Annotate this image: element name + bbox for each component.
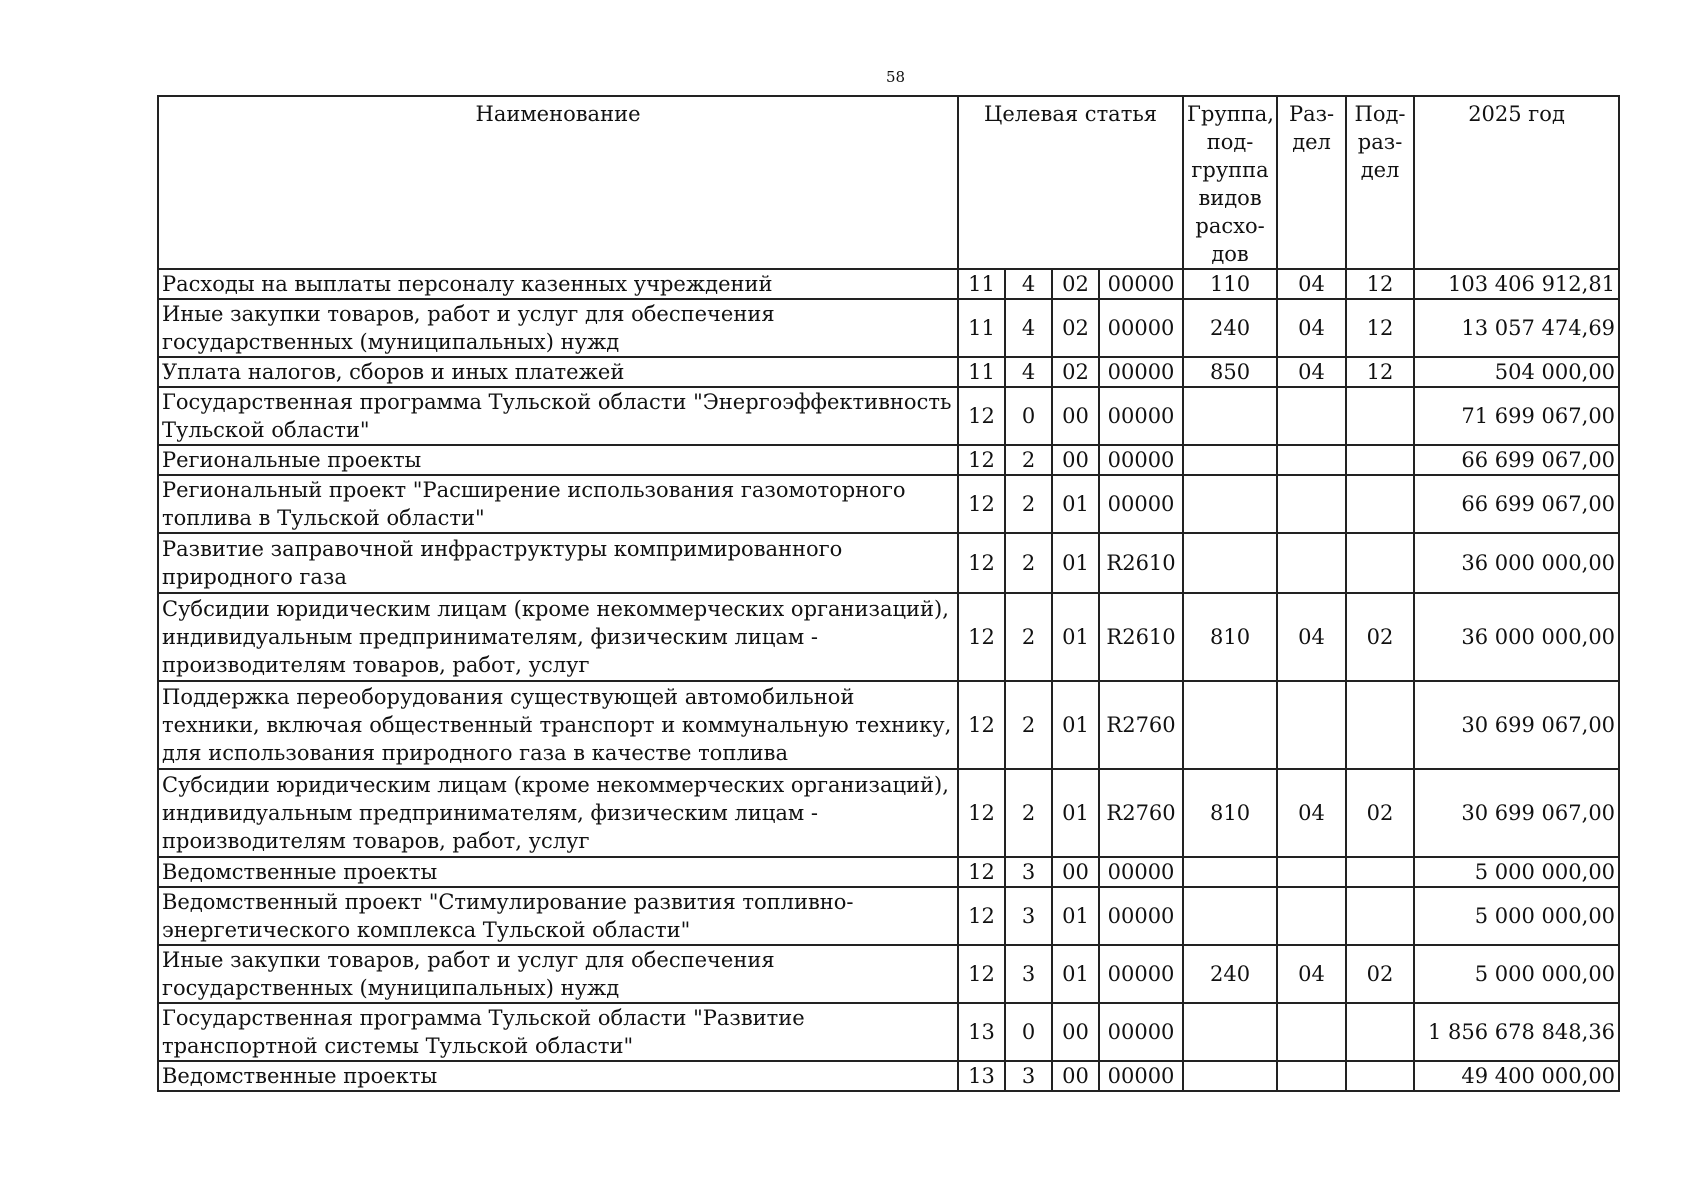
subsection: 02 — [1346, 769, 1414, 857]
section — [1277, 887, 1346, 945]
expense-group — [1183, 1003, 1277, 1061]
target-item: 01 — [1052, 887, 1099, 945]
header-target-article: Целевая статья — [958, 96, 1183, 269]
target-program: 12 — [958, 593, 1005, 681]
amount: 504 000,00 — [1414, 357, 1619, 387]
subsection — [1346, 1003, 1414, 1061]
amount: 30 699 067,00 — [1414, 681, 1619, 769]
expense-group — [1183, 445, 1277, 475]
amount: 5 000 000,00 — [1414, 945, 1619, 1003]
target-subprogram: 3 — [1005, 1061, 1052, 1091]
row-name: Уплата налогов, сборов и иных платежей — [158, 357, 958, 387]
budget-table — [157, 95, 1620, 1092]
expense-group: 850 — [1183, 357, 1277, 387]
expense-group: 810 — [1183, 593, 1277, 681]
row-name: Развитие заправочной инфраструктуры компримированного природного газа — [158, 533, 958, 593]
table-row — [158, 269, 1619, 299]
amount: 66 699 067,00 — [1414, 445, 1619, 475]
target-program: 11 — [958, 357, 1005, 387]
target-program: 12 — [958, 769, 1005, 857]
target-code: R2610 — [1099, 593, 1183, 681]
expense-group — [1183, 1061, 1277, 1091]
target-subprogram: 2 — [1005, 681, 1052, 769]
target-item: 02 — [1052, 269, 1099, 299]
amount: 5 000 000,00 — [1414, 887, 1619, 945]
target-code: 00000 — [1099, 387, 1183, 445]
row-name: Иные закупки товаров, работ и услуг для обеспечения государственных (муниципальных) нужд — [158, 299, 958, 357]
section: 04 — [1277, 945, 1346, 1003]
target-code: 00000 — [1099, 269, 1183, 299]
expense-group — [1183, 681, 1277, 769]
target-code: 00000 — [1099, 857, 1183, 887]
target-code: 00000 — [1099, 1003, 1183, 1061]
target-subprogram: 0 — [1005, 387, 1052, 445]
target-item: 00 — [1052, 387, 1099, 445]
section — [1277, 387, 1346, 445]
header-amount-2025: 2025 год — [1414, 96, 1619, 269]
target-program: 13 — [958, 1061, 1005, 1091]
target-code: 00000 — [1099, 1061, 1183, 1091]
target-item: 01 — [1052, 475, 1099, 533]
target-subprogram: 3 — [1005, 857, 1052, 887]
row-name: Поддержка переоборудования существующей автомобильной техники, включая общественный транспорт и коммунальную технику, для использования природного газа в качестве топлива — [158, 681, 958, 769]
table-row — [158, 445, 1619, 475]
target-item: 01 — [1052, 681, 1099, 769]
target-subprogram: 2 — [1005, 475, 1052, 533]
row-name: Государственная программа Тульской области "Энергоэффективность Тульской области" — [158, 387, 958, 445]
subsection: 12 — [1346, 269, 1414, 299]
target-item: 01 — [1052, 593, 1099, 681]
expense-group — [1183, 387, 1277, 445]
expense-group — [1183, 475, 1277, 533]
amount: 13 057 474,69 — [1414, 299, 1619, 357]
target-subprogram: 4 — [1005, 299, 1052, 357]
table-row — [158, 593, 1619, 681]
target-subprogram: 2 — [1005, 593, 1052, 681]
page-number: 58 — [885, 68, 906, 86]
target-item: 00 — [1052, 1003, 1099, 1061]
target-code: 00000 — [1099, 299, 1183, 357]
section: 04 — [1277, 769, 1346, 857]
expense-group: 240 — [1183, 299, 1277, 357]
target-item: 01 — [1052, 945, 1099, 1003]
target-code: R2760 — [1099, 681, 1183, 769]
target-program: 12 — [958, 475, 1005, 533]
target-item: 02 — [1052, 357, 1099, 387]
header-expense-group: Группа, под-группа видов расхо-дов — [1183, 96, 1277, 269]
target-item: 00 — [1052, 1061, 1099, 1091]
section — [1277, 475, 1346, 533]
target-code: R2760 — [1099, 769, 1183, 857]
target-program: 12 — [958, 887, 1005, 945]
row-name: Расходы на выплаты персоналу казенных учреждений — [158, 269, 958, 299]
subsection — [1346, 887, 1414, 945]
section — [1277, 681, 1346, 769]
section: 04 — [1277, 299, 1346, 357]
amount: 49 400 000,00 — [1414, 1061, 1619, 1091]
target-subprogram: 3 — [1005, 945, 1052, 1003]
subsection — [1346, 681, 1414, 769]
table-row — [158, 475, 1619, 533]
amount: 103 406 912,81 — [1414, 269, 1619, 299]
target-subprogram: 2 — [1005, 533, 1052, 593]
subsection — [1346, 857, 1414, 887]
row-name: Ведомственные проекты — [158, 1061, 958, 1091]
expense-group: 110 — [1183, 269, 1277, 299]
subsection — [1346, 445, 1414, 475]
row-name: Региональные проекты — [158, 445, 958, 475]
target-code: 00000 — [1099, 887, 1183, 945]
table-row — [158, 681, 1619, 769]
table-row — [158, 857, 1619, 887]
header-section: Раз-дел — [1277, 96, 1346, 269]
subsection — [1346, 533, 1414, 593]
amount: 66 699 067,00 — [1414, 475, 1619, 533]
target-program: 12 — [958, 445, 1005, 475]
target-code: 00000 — [1099, 945, 1183, 1003]
amount: 30 699 067,00 — [1414, 769, 1619, 857]
table-row — [158, 945, 1619, 1003]
header-row — [158, 96, 1619, 269]
amount: 5 000 000,00 — [1414, 857, 1619, 887]
table-row — [158, 1003, 1619, 1061]
target-subprogram: 4 — [1005, 357, 1052, 387]
subsection — [1346, 1061, 1414, 1091]
table-row — [158, 769, 1619, 857]
table-row — [158, 299, 1619, 357]
subsection: 12 — [1346, 357, 1414, 387]
row-name: Ведомственный проект "Стимулирование развития топливно-энергетического комплекса Тульской области" — [158, 887, 958, 945]
row-name: Ведомственные проекты — [158, 857, 958, 887]
section — [1277, 445, 1346, 475]
table-row — [158, 387, 1619, 445]
subsection — [1346, 475, 1414, 533]
section — [1277, 533, 1346, 593]
subsection — [1346, 387, 1414, 445]
expense-group — [1183, 533, 1277, 593]
target-item: 00 — [1052, 445, 1099, 475]
section: 04 — [1277, 269, 1346, 299]
target-program: 13 — [958, 1003, 1005, 1061]
target-program: 12 — [958, 533, 1005, 593]
table-row — [158, 1061, 1619, 1091]
target-item: 00 — [1052, 857, 1099, 887]
target-program: 12 — [958, 857, 1005, 887]
table-row — [158, 887, 1619, 945]
target-subprogram: 0 — [1005, 1003, 1052, 1061]
target-code: 00000 — [1099, 445, 1183, 475]
amount: 1 856 678 848,36 — [1414, 1003, 1619, 1061]
target-code: R2610 — [1099, 533, 1183, 593]
subsection: 02 — [1346, 593, 1414, 681]
row-name: Государственная программа Тульской области "Развитие транспортной системы Тульской области" — [158, 1003, 958, 1061]
table-row — [158, 533, 1619, 593]
section — [1277, 857, 1346, 887]
row-name: Иные закупки товаров, работ и услуг для обеспечения государственных (муниципальных) нужд — [158, 945, 958, 1003]
subsection: 02 — [1346, 945, 1414, 1003]
section: 04 — [1277, 593, 1346, 681]
header-subsection: Под-раз-дел — [1346, 96, 1414, 269]
target-code: 00000 — [1099, 475, 1183, 533]
target-subprogram: 2 — [1005, 445, 1052, 475]
target-subprogram: 3 — [1005, 887, 1052, 945]
target-item: 01 — [1052, 769, 1099, 857]
expense-group: 240 — [1183, 945, 1277, 1003]
header-name: Наименование — [158, 96, 958, 269]
target-item: 01 — [1052, 533, 1099, 593]
section: 04 — [1277, 357, 1346, 387]
subsection: 12 — [1346, 299, 1414, 357]
expense-group — [1183, 857, 1277, 887]
section — [1277, 1061, 1346, 1091]
amount: 71 699 067,00 — [1414, 387, 1619, 445]
expense-group — [1183, 887, 1277, 945]
table-row — [158, 357, 1619, 387]
amount: 36 000 000,00 — [1414, 593, 1619, 681]
target-subprogram: 2 — [1005, 769, 1052, 857]
target-code: 00000 — [1099, 357, 1183, 387]
section — [1277, 1003, 1346, 1061]
row-name: Субсидии юридическим лицам (кроме некоммерческих организаций), индивидуальным предпринимателям, физическим лицам - производителям товаров, работ, услуг — [158, 593, 958, 681]
target-program: 11 — [958, 269, 1005, 299]
expense-group: 810 — [1183, 769, 1277, 857]
target-subprogram: 4 — [1005, 269, 1052, 299]
row-name: Региональный проект "Расширение использования газомоторного топлива в Тульской области" — [158, 475, 958, 533]
target-program: 12 — [958, 681, 1005, 769]
target-program: 11 — [958, 299, 1005, 357]
amount: 36 000 000,00 — [1414, 533, 1619, 593]
target-item: 02 — [1052, 299, 1099, 357]
target-program: 12 — [958, 945, 1005, 1003]
row-name: Субсидии юридическим лицам (кроме некоммерческих организаций), индивидуальным предпринимателям, физическим лицам - производителям товаров, работ, услуг — [158, 769, 958, 857]
target-program: 12 — [958, 387, 1005, 445]
